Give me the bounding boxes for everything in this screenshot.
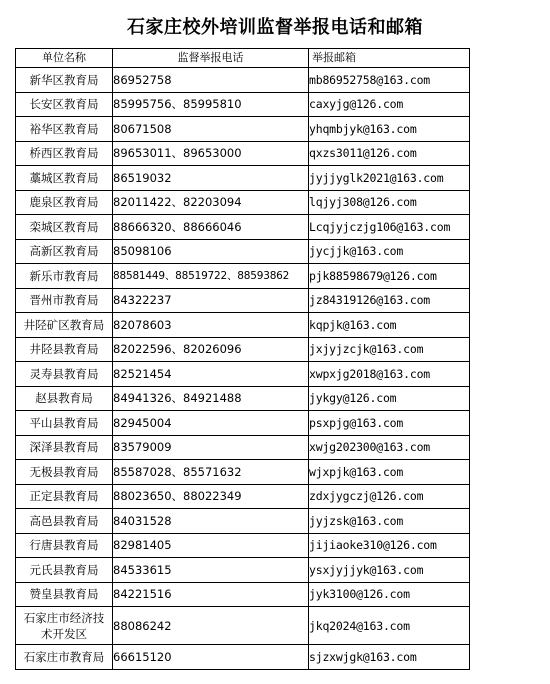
unit-cell: 裕华区教育局 <box>16 117 113 142</box>
phone-cell: 84533615 <box>113 558 309 583</box>
phone-cell: 84221516 <box>113 582 309 607</box>
table-row <box>16 509 470 534</box>
table-row <box>16 386 470 411</box>
email-cell: xwpxjg2018@163.com <box>309 362 470 387</box>
table-row <box>16 645 470 670</box>
unit-cell: 行唐县教育局 <box>16 533 113 558</box>
unit-cell: 鹿泉区教育局 <box>16 190 113 215</box>
email-cell: lqjyj308@126.com <box>309 190 470 215</box>
table-row <box>16 215 470 240</box>
phone-cell: 85587028、85571632 <box>113 460 309 485</box>
email-cell: jyjzsk@163.com <box>309 509 470 534</box>
phone-cell: 88666320、88666046 <box>113 215 309 240</box>
unit-cell: 高邑县教育局 <box>16 509 113 534</box>
unit-cell: 平山县教育局 <box>16 411 113 436</box>
table-row <box>16 337 470 362</box>
email-cell: jkq2024@163.com <box>309 607 470 645</box>
phone-cell: 82521454 <box>113 362 309 387</box>
phone-cell: 80671508 <box>113 117 309 142</box>
unit-cell: 元氏县教育局 <box>16 558 113 583</box>
phone-cell: 82022596、82026096 <box>113 337 309 362</box>
header-unit: 单位名称 <box>16 49 113 68</box>
email-cell: jyk3100@126.com <box>309 582 470 607</box>
table-row <box>16 607 470 645</box>
unit-cell: 长安区教育局 <box>16 92 113 117</box>
phone-cell: 88581449、88519722、88593862 <box>113 264 309 289</box>
unit-cell: 正定县教育局 <box>16 484 113 509</box>
table-row <box>16 582 470 607</box>
email-cell: xwjg202300@163.com <box>309 435 470 460</box>
report-contact-table <box>15 48 470 670</box>
table-row <box>16 484 470 509</box>
table-row <box>16 239 470 264</box>
unit-cell: 晋州市教育局 <box>16 288 113 313</box>
email-cell: pjk88598679@126.com <box>309 264 470 289</box>
phone-cell: 66615120 <box>113 645 309 670</box>
unit-cell: 赵县教育局 <box>16 386 113 411</box>
email-cell: wjxpjk@163.com <box>309 460 470 485</box>
table-row <box>16 68 470 93</box>
email-cell: jz84319126@163.com <box>309 288 470 313</box>
unit-cell: 新华区教育局 <box>16 68 113 93</box>
table-row <box>16 460 470 485</box>
table-row <box>16 533 470 558</box>
unit-cell: 石家庄市教育局 <box>16 645 113 670</box>
page-title: 石家庄校外培训监督举报电话和邮箱 <box>127 17 423 38</box>
phone-cell: 88023650、88022349 <box>113 484 309 509</box>
table-row <box>16 117 470 142</box>
phone-cell: 82011422、82203094 <box>113 190 309 215</box>
unit-cell: 新乐市教育局 <box>16 264 113 289</box>
unit-cell: 赞皇县教育局 <box>16 582 113 607</box>
email-cell: jijiaoke310@126.com <box>309 533 470 558</box>
table-row <box>16 435 470 460</box>
unit-cell: 石家庄市经济技术开发区 <box>16 607 113 645</box>
phone-cell: 86952758 <box>113 68 309 93</box>
email-cell: kqpjk@163.com <box>309 313 470 338</box>
phone-cell: 84941326、84921488 <box>113 386 309 411</box>
unit-cell: 无极县教育局 <box>16 460 113 485</box>
phone-cell: 82945004 <box>113 411 309 436</box>
phone-cell: 88086242 <box>113 607 309 645</box>
table-row <box>16 92 470 117</box>
email-cell: zdxjygczj@126.com <box>309 484 470 509</box>
unit-cell: 深泽县教育局 <box>16 435 113 460</box>
email-cell: Lcqjyjczjg106@163.com <box>309 215 470 240</box>
phone-cell: 82078603 <box>113 313 309 338</box>
table-row <box>16 141 470 166</box>
table-row <box>16 362 470 387</box>
table-row <box>16 411 470 436</box>
unit-cell: 藁城区教育局 <box>16 166 113 191</box>
table-row <box>16 190 470 215</box>
unit-cell: 桥西区教育局 <box>16 141 113 166</box>
email-cell: ysxjyjjyk@163.com <box>309 558 470 583</box>
header-email: 举报邮箱 <box>309 49 470 68</box>
header-phone: 监督举报电话 <box>113 49 309 68</box>
phone-cell: 84322237 <box>113 288 309 313</box>
table-row <box>16 166 470 191</box>
phone-cell: 85098106 <box>113 239 309 264</box>
email-cell: qxzs3011@126.com <box>309 141 470 166</box>
email-cell: jyjjyglk2021@163.com <box>309 166 470 191</box>
email-cell: psxpjg@163.com <box>309 411 470 436</box>
unit-cell: 栾城区教育局 <box>16 215 113 240</box>
email-cell: sjzxwjgk@163.com <box>309 645 470 670</box>
table-row <box>16 264 470 289</box>
phone-cell: 84031528 <box>113 509 309 534</box>
table-header-row <box>16 49 470 68</box>
table-row <box>16 288 470 313</box>
phone-cell: 82981405 <box>113 533 309 558</box>
email-cell: caxyjg@126.com <box>309 92 470 117</box>
email-cell: mb86952758@163.com <box>309 68 470 93</box>
unit-cell: 井陉矿区教育局 <box>16 313 113 338</box>
phone-cell: 86519032 <box>113 166 309 191</box>
email-cell: yhqmbjyk@163.com <box>309 117 470 142</box>
table-row <box>16 558 470 583</box>
unit-cell: 井陉县教育局 <box>16 337 113 362</box>
email-cell: jykgy@126.com <box>309 386 470 411</box>
phone-cell: 89653011、89653000 <box>113 141 309 166</box>
email-cell: jxjyjzcjk@163.com <box>309 337 470 362</box>
table-row <box>16 313 470 338</box>
unit-cell: 高新区教育局 <box>16 239 113 264</box>
phone-cell: 83579009 <box>113 435 309 460</box>
email-cell: jycjjk@163.com <box>309 239 470 264</box>
unit-cell: 灵寿县教育局 <box>16 362 113 387</box>
phone-cell: 85995756、85995810 <box>113 92 309 117</box>
